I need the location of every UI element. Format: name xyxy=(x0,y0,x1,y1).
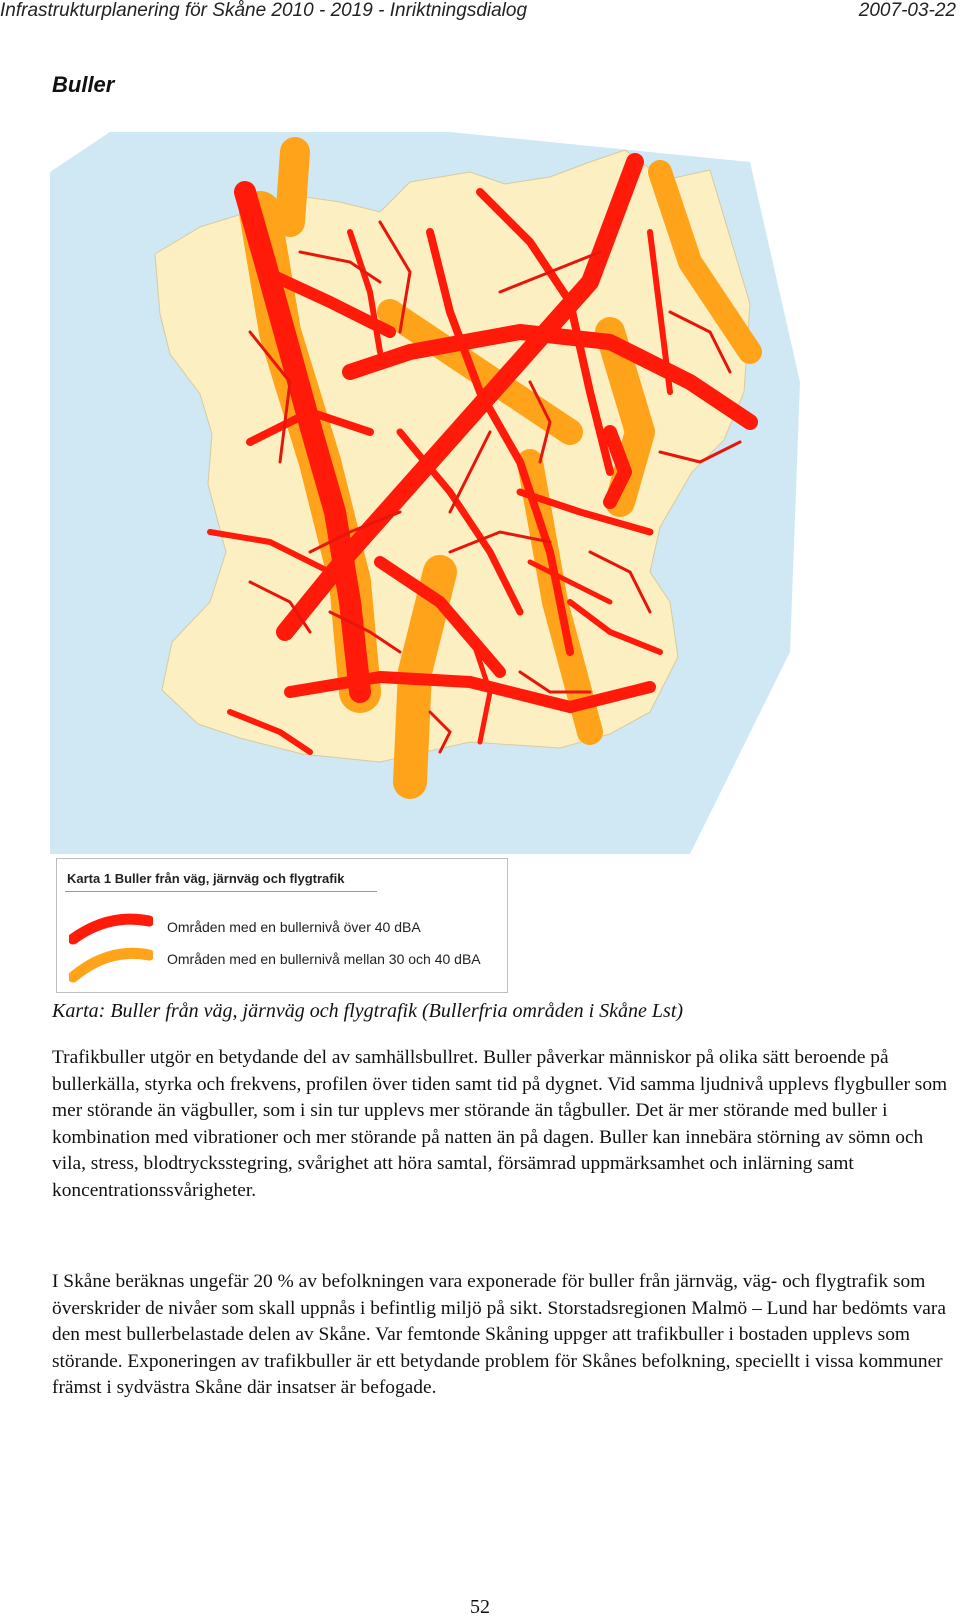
legend-swatch-high xyxy=(69,911,153,945)
header-title: Infrastrukturplanering för Skåne 2010 - 2019 - Inriktningsdialog xyxy=(0,0,528,21)
legend-swatch-mid xyxy=(69,943,153,983)
body-paragraph-1: Trafikbuller utgör en betydande del av samhällsbullret. Buller påverkar människor på olika sätt beroende på bullerkälla, styrka och frekvens, profilen över tiden samt tid på dygnet. Vid samma ljudnivå upplevs flygbuller som mer störande än vägbuller, som i sin tur upplevs mer störande än tågbuller. Det är mer störande med buller i kombination med vibrationer och mer störande på natten än på dagen. Buller kan innebära störning av sömn och vila, stress, blodtrycksstegring, svårighet att höra samtal, försämrad uppmärksamhet och inlärning samt koncentrationssvårigheter. xyxy=(52,1047,948,1201)
legend-label-high: Områden med en bullernivå över 40 dBA xyxy=(167,919,421,935)
legend-label-mid: Områden med en bullernivå mellan 30 och 40 dBA xyxy=(167,951,481,967)
legend-divider xyxy=(65,891,377,892)
map-legend xyxy=(56,858,508,993)
noise-map xyxy=(50,132,800,854)
section-heading: Buller xyxy=(52,72,115,97)
body-paragraph-2: I Skåne beräknas ungefär 20 % av befolkningen vara exponerade för buller från järnväg, väg- och flygtrafik som överskrider de nivåer som skall uppnås i befintlig miljö på sikt. Storstadsregionen Malmö – Lund har bedömts vara den mest bullerbelastade delen av Skåne. Var femtonde Skåning uppger att trafikbuller i bostaden upplevs som störande. Exponeringen av trafikbuller är ett betydande problem för Skånes befolkning, speciellt i vissa kommuner främst i sydvästra Skåne där insatser är befogade. xyxy=(52,1271,946,1399)
legend-title: Karta 1 Buller från väg, järnväg och flygtrafik xyxy=(67,871,345,886)
header-date: 2007-03-22 xyxy=(858,0,956,21)
page-number: 52 xyxy=(470,1596,490,1618)
page-header xyxy=(0,0,960,24)
map-caption: Karta: Buller från väg, järnväg och flygtrafik (Bullerfria områden i Skåne Lst) xyxy=(52,1000,684,1022)
